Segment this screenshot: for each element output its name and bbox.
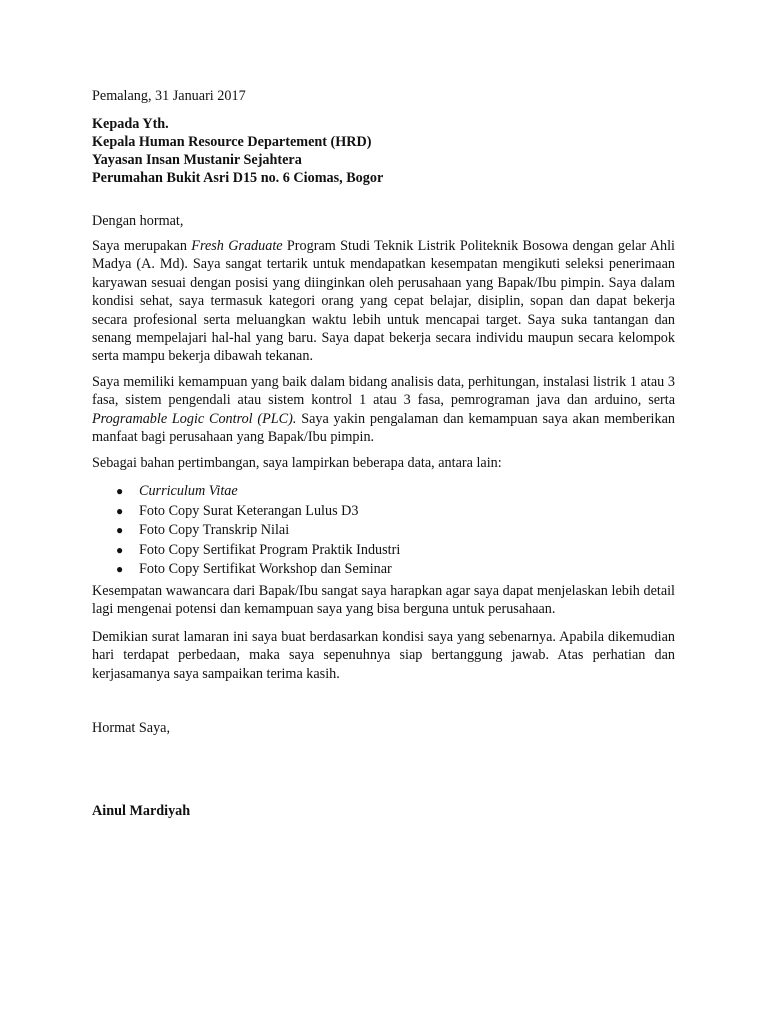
attachment-label: Foto Copy Sertifikat Workshop dan Seminar <box>139 561 392 577</box>
attachment-label: Foto Copy Transkrip Nilai <box>139 522 290 538</box>
list-item <box>92 482 400 502</box>
para2-text-before: Saya memiliki kemampuan yang baik dalam bidang analisis data, perhitungan, instalasi listrik 1 atau 3 fasa, sistem pengendali atau sistem kontrol 1 atau 3 fasa, pemrograman java dan arduino, serta <box>92 374 675 409</box>
bullet-icon: ● <box>116 542 124 557</box>
bullet-icon: ● <box>116 503 124 518</box>
bullet-icon: ● <box>116 523 124 537</box>
para1-text-before: Saya merupakan <box>92 238 192 254</box>
para1-text-after: Program Studi Teknik Listrik Politeknik Bosowa dengan gelar Ahli Madya (A. Md). Saya sangat tertarik untuk mendapatkan kesempatan mengikuti seleksi penerimaan karyawan sesuai dengan posisi yang diinginkan oleh perusahaan yang Bapak/Ibu pimpin. Saya dalam kondisi sehat, saya termasuk kategori orang yang cepat belajar, disiplin, sopan dan dapat bekerja secara profesional serta meluangkan waktu lebih untuk mencapai target. Saya suka tantangan dan senang mempelajari hal-hal yang baru. Saya dapat bekerja secara individu maupun secara kelompok serta mampu bekerja dibawah tekanan. <box>92 238 675 365</box>
attachment-label: Foto Copy Sertifikat Program Praktik Industri <box>139 541 401 558</box>
paragraph-introduction <box>92 237 675 366</box>
bullet-icon: ● <box>116 562 124 576</box>
list-item <box>92 541 400 561</box>
paragraph-skills <box>92 373 675 447</box>
paragraph-attachments-intro: Sebagai bahan pertimbangan, saya lampirkan beberapa data, antara lain: <box>92 455 502 471</box>
paragraph-interview: Kesempatan wawancara dari Bapak/Ibu sangat saya harapkan agar saya dapat menjelaskan lebih detail lagi mengenai potensi dan kemampuan saya yang bisa berguna untuk perusahaan. <box>92 583 675 618</box>
para2-text-after: Saya yakin pengalaman dan kemampuan saya akan memberikan manfaat bagi perusahaan yang Bapak/Ibu pimpin. <box>92 410 675 446</box>
list-item <box>92 521 400 541</box>
list-item <box>92 502 400 522</box>
place-date: Pemalang, 31 Januari 2017 <box>92 88 246 104</box>
bullet-icon: ● <box>116 484 124 498</box>
para1-italic: Fresh Graduate <box>191 238 283 254</box>
recipient-line-3: Yayasan Insan Mustanir Sejahtera <box>92 152 302 168</box>
attachment-label: Curriculum Vitae <box>139 483 238 499</box>
attachment-label: Foto Copy Surat Keterangan Lulus D3 <box>139 502 359 519</box>
attachment-list <box>92 482 400 580</box>
salutation: Dengan hormat, <box>92 213 184 229</box>
recipient-line-1: Kepada Yth. <box>92 116 169 132</box>
para2-italic: Programable Logic Control (PLC). <box>92 410 297 427</box>
recipient-line-4: Perumahan Bukit Asri D15 no. 6 Ciomas, Bogor <box>92 170 384 186</box>
paragraph-closing: Demikian surat lamaran ini saya buat berdasarkan kondisi saya yang sebenarnya. Apabila dikemudian hari terdapat perbedaan, maka saya sepenuhnya siap bertanggung jawab. Atas perhatian dan kerjasamanya saya sampaikan terima kasih. <box>92 629 675 682</box>
list-item <box>92 560 400 580</box>
recipient-line-2: Kepala Human Resource Departement (HRD) <box>92 134 372 150</box>
closing-greeting: Hormat Saya, <box>92 720 171 736</box>
signatory-name: Ainul Mardiyah <box>92 803 191 819</box>
